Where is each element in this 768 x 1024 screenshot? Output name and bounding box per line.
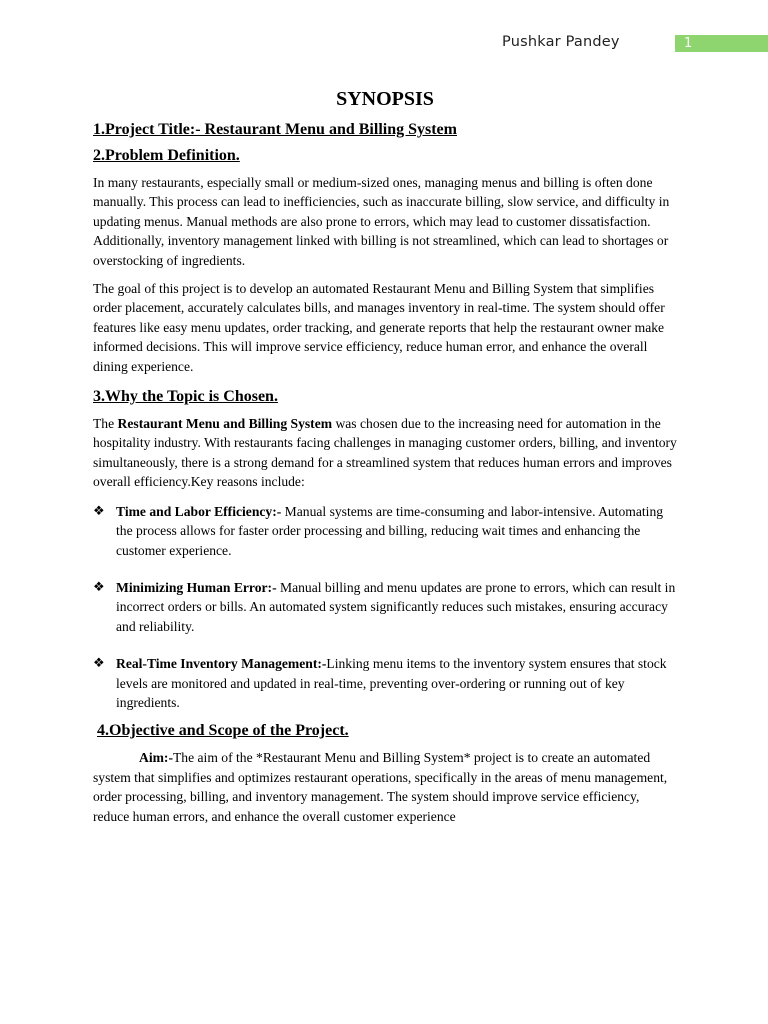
problem-paragraph-1: In many restaurants, especially small or medium-sized ones, managing menus and billing is often done manually. This process can lead to inefficiencies, such as inaccurate billing, slow service, and difficulty in updating menus. Manual methods are also prone to errors, which may lead to customer dissatisfaction. Additionally, inventory management linked with billing is not streamlined, which can lead to shortages or overstocking of ingredients. [93,175,670,268]
aim-text: The aim of the *Restaurant Menu and Billing System* project is to create an automated system that simplifies and optimizes restaurant operations, specifically in the areas of menu management, order processing, billing, and inventory management. The system should improve service efficiency, reduce human errors, and enhance the overall customer experience [93,750,668,824]
section-heading-objective-scope: 4.Objective and Scope of the Project. [97,722,349,740]
reason-text: Manual billing and menu updates are prone to errors, which can result in incorrect orders or bills. An automated system significantly reduces such mistakes, ensuring accuracy and reliability. [116,579,676,634]
reasons-list [93,502,677,713]
section-heading-why-topic: 3.Why the Topic is Chosen. [93,388,278,406]
intro-pre: The [93,416,118,432]
intro-post: was chosen due to the increasing need for automation in the hospitality industry. With restaurants facing challenges in managing customer orders, billing, and inventory simultaneously, there is a strong demand for a streamlined system that reduces human errors and improves overall efficiency.Key reasons include: [93,416,677,490]
reason-text: Manual systems are time-consuming and labor-intensive. Automating the process allows for faster order processing and billing, reducing wait times and enhancing the customer experience. [116,503,664,558]
page-number-badge: 1 [675,35,768,52]
reason-title: Real-Time Inventory Management:- [116,656,327,672]
header-author: Pushkar Pandey [502,34,620,50]
section-heading-project-title: 1.Project Title:- Restaurant Menu and Billing System [93,121,457,138]
list-item [93,654,677,712]
diamond-bullet-icon: ❖ [93,503,105,519]
diamond-bullet-icon: ❖ [93,579,105,595]
reason-title: Minimizing Human Error:- [116,579,277,595]
aim-label: Aim:- [139,750,173,766]
why-topic-intro [93,414,677,492]
problem-paragraph-2: The goal of this project is to develop an automated Restaurant Menu and Billing System that simplifies order placement, accurately calculates bills, and manages inventory in real-time. The system should offer features like easy menu updates, order tracking, and generate reports that help the restaurant owner make informed decisions. This will improve service efficiency, reduce human error, and enhance the overall dining experience. [93,281,665,374]
list-item [93,502,677,560]
aim-paragraph [93,748,677,826]
list-item [93,578,677,636]
intro-bold: Restaurant Menu and Billing System [117,416,333,432]
section-heading-problem-definition: 2.Problem Definition. [93,147,240,164]
document-title: SYNOPSIS [336,88,434,110]
document-body [93,88,677,835]
reason-text: Linking menu items to the inventory system ensures that stock levels are monitored and updated in real-time, preventing over-ordering or running out of key ingredients. [116,656,667,710]
reason-title: Time and Labor Efficiency:- [116,503,282,519]
diamond-bullet-icon: ❖ [93,656,105,672]
